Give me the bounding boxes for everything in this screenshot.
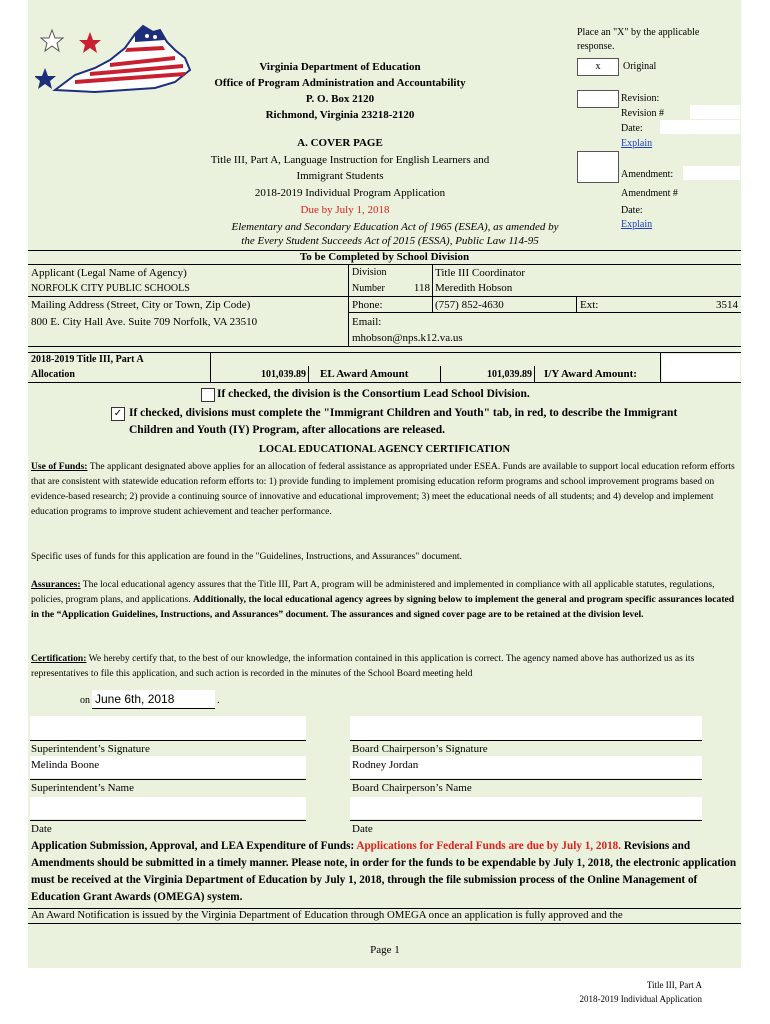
amendment-date-label: Date: — [621, 205, 643, 216]
response-instruction: Place an "X" by the applicable — [577, 27, 700, 38]
board-signature-label: Board Chairperson’s Signature — [352, 743, 488, 755]
immigrant-text: If checked, divisions must complete the "Immigrant Children and Youth" tab, in red, to describe the Immigrant — [129, 407, 678, 419]
original-label: Original — [623, 61, 657, 72]
original-checkbox[interactable]: x — [577, 58, 619, 76]
amendment-label: Amendment: — [621, 169, 674, 180]
program-title-2: Immigrant Students — [296, 170, 384, 182]
response-instruction-2: response. — [577, 41, 615, 52]
superintendent-signature-field[interactable] — [30, 716, 306, 740]
table-rule — [660, 352, 661, 382]
superintendent-name-label: Superintendent’s Name — [31, 782, 134, 794]
revision-number-field[interactable] — [690, 105, 740, 119]
submission-paragraph — [31, 838, 739, 906]
board-name-label: Board Chairperson’s Name — [352, 782, 472, 794]
allocation-value[interactable]: 101,039.89 — [261, 369, 306, 380]
revision-label: Revision: — [621, 93, 660, 104]
table-rule — [28, 346, 741, 347]
coordinator-value[interactable]: Meredith Hobson — [435, 282, 513, 294]
assurances-title: Assurances: — [31, 579, 81, 590]
email-value[interactable]: mhobson@nps.k12.va.us — [352, 332, 463, 344]
application-year: 2018-2019 Individual Program Application — [254, 187, 446, 199]
allocation-label-2: Allocation — [31, 369, 75, 380]
el-award-label: EL Award Amount — [320, 368, 409, 380]
office-name: Office of Program Administration and Accountability — [214, 77, 466, 89]
agency-name: Virginia Department of Education — [259, 61, 421, 73]
division-label: Division — [352, 267, 387, 278]
assurances-bold: Additionally, the local educational agency agrees by signing below to implement the general and program specific assurances located in the “Application Guidelines, Instructions, and Assurances” document. The assurances and signed cover page are to be retained at the division level. — [31, 594, 735, 620]
table-rule — [440, 366, 441, 382]
explain-amendment-link[interactable]: Explain — [621, 219, 653, 230]
award-notification: An Award Notification is issued by the Virginia Department of Education through OMEGA once an application is fully approved and the — [31, 909, 623, 921]
table-rule — [210, 352, 211, 382]
certification-body: We hereby certify that, to the best of our knowledge, the information contained in this application is correct. The agency named above has authorized us as its representatives to file this application, and such action is recorded in the minutes of the School Board meeting held — [31, 653, 695, 679]
consortium-text: If checked, the division is the Consortium Lead School Division. — [217, 388, 530, 400]
on-label: on — [80, 695, 90, 706]
use-of-funds-body: The applicant designated above applies for an allocation of federal assistance as appropriated under ESEA. Funds are available to support local education reform efforts that are consistent with statewide education reform efforts to: 1) provide funding to implement promising education reform programs and school improvement programs based on evidence-based research; 2) provide a continuing source of innovative and educational improvement; 3) meet the educational needs of all students; and 4) develop and implement education programs to improve student achievement and teacher performance. — [31, 461, 735, 517]
cover-heading: A. COVER PAGE — [297, 137, 383, 149]
amendment-field[interactable] — [683, 166, 740, 180]
ext-label: Ext: — [580, 299, 599, 311]
certification-title: Certification: — [31, 653, 87, 664]
ext-value[interactable]: 3514 — [716, 299, 738, 311]
iy-award-field[interactable] — [662, 354, 740, 381]
mailing-label: Mailing Address (Street, City or Town, Zip Code) — [31, 299, 251, 311]
assurances-body: The local educational agency assures that the Title III, Part A, program will be administered and implemented in compliance with all applicable statutes, regulations, policies, program plans, and applications. — [31, 579, 715, 605]
certification-paragraph — [31, 651, 739, 681]
coordinator-label: Title III Coordinator — [435, 267, 526, 279]
footer-title: Title III, Part A — [646, 980, 702, 990]
email-label: Email: — [352, 316, 382, 328]
page-number: Page 1 — [370, 944, 400, 956]
table-rule — [348, 312, 741, 313]
division-banner: To be Completed by School Division — [299, 251, 470, 263]
signature-rule — [30, 740, 306, 741]
table-rule — [348, 264, 349, 346]
specific-uses: Specific uses of funds for this application are found in the "Guidelines, Instructions, and Assurances" document. — [31, 551, 462, 562]
table-rule — [28, 382, 741, 383]
immigrant-text-2: Children and Youth (IY) Program, after allocations are released. — [129, 424, 446, 436]
act-reference: Elementary and Secondary Education Act of 1965 (ESEA), as amended by — [231, 221, 559, 233]
superintendent-name-value: Melinda Boone — [31, 759, 100, 771]
date-label-right: Date — [352, 823, 373, 835]
revision-date-label: Date: — [621, 123, 643, 134]
allocation-label: 2018-2019 Title III, Part A — [31, 354, 144, 365]
signature-rule — [350, 820, 702, 821]
explain-revision-link[interactable]: Explain — [621, 138, 653, 149]
phone-value[interactable]: (757) 852-4630 — [435, 299, 504, 311]
virginia-map-flag-logo — [35, 20, 195, 95]
amendment-checkbox[interactable] — [577, 151, 619, 183]
program-title: Title III, Part A, Language Instruction for English Learners and — [210, 154, 490, 166]
el-award-value[interactable]: 101,039.89 — [487, 369, 532, 380]
division-number[interactable]: 118 — [413, 282, 430, 294]
board-date-field[interactable] — [350, 797, 702, 819]
footer-application: 2018-2019 Individual Application — [579, 994, 702, 1004]
mailing-value[interactable]: 800 E. City Hall Ave. Suite 709 Norfolk, VA 23510 — [31, 316, 258, 328]
phone-label: Phone: — [352, 299, 383, 311]
signature-rule — [350, 740, 702, 741]
revision-checkbox[interactable] — [577, 90, 619, 108]
use-of-funds-title: Use of Funds: — [31, 461, 88, 472]
submission-due: Applications for Federal Funds are due by July 1, 2018. — [356, 840, 622, 852]
act-reference-2: the Every Student Succeeds Act of 2015 (ESSA), Public Law 114-95 — [241, 235, 539, 247]
signature-rule — [30, 820, 306, 821]
due-date: Due by July 1, 2018 — [300, 204, 390, 216]
board-name-value: Rodney Jordan — [352, 759, 419, 771]
use-of-funds-paragraph — [31, 459, 739, 519]
submission-title: Application Submission, Approval, and LEA Expenditure of Funds: — [31, 840, 357, 852]
po-box: P. O. Box 2120 — [305, 93, 375, 105]
table-rule — [28, 296, 741, 297]
applicant-value[interactable]: NORFOLK CITY PUBLIC SCHOOLS — [31, 283, 190, 294]
meeting-date-period: . — [217, 694, 220, 706]
signature-rule — [30, 779, 306, 780]
consortium-checkbox[interactable] — [201, 388, 215, 402]
table-rule — [432, 264, 433, 312]
superintendent-signature-label: Superintendent’s Signature — [31, 743, 150, 755]
table-rule — [534, 366, 535, 382]
applicant-label: Applicant (Legal Name of Agency) — [31, 267, 187, 279]
superintendent-date-field[interactable] — [30, 797, 306, 819]
board-signature-field[interactable] — [350, 716, 702, 740]
revision-number-label: Revision # — [621, 108, 665, 119]
iy-award-label: I/Y Award Amount: — [544, 368, 637, 380]
table-rule — [576, 296, 577, 312]
date-label-left: Date — [31, 823, 52, 835]
table-rule — [308, 366, 309, 382]
table-rule — [28, 923, 741, 924]
meeting-date-field[interactable]: June 6th, 2018 — [92, 690, 215, 709]
certification-heading: LOCAL EDUCATIONAL AGENCY CERTIFICATION — [258, 444, 511, 455]
amendment-number-label: Amendment # — [621, 188, 678, 199]
number-label: Number — [352, 283, 385, 294]
assurances-paragraph — [31, 577, 739, 622]
signature-rule — [350, 779, 702, 780]
city-address: Richmond, Virginia 23218-2120 — [265, 109, 415, 121]
revision-date-field[interactable] — [660, 120, 740, 134]
immigrant-checkbox[interactable]: ✓ — [111, 407, 125, 421]
table-rule — [28, 264, 741, 265]
submission-body: Revisions and Amendments should be submitted in a timely manner. Please note, in order for the funds to be expendable by July 1, 2018, the electronic application must be received at the Virginia Department of Education by July 1, 2018, through the file submission process of the Online Management of Education Grant Awards (OMEGA) system. — [31, 840, 737, 903]
